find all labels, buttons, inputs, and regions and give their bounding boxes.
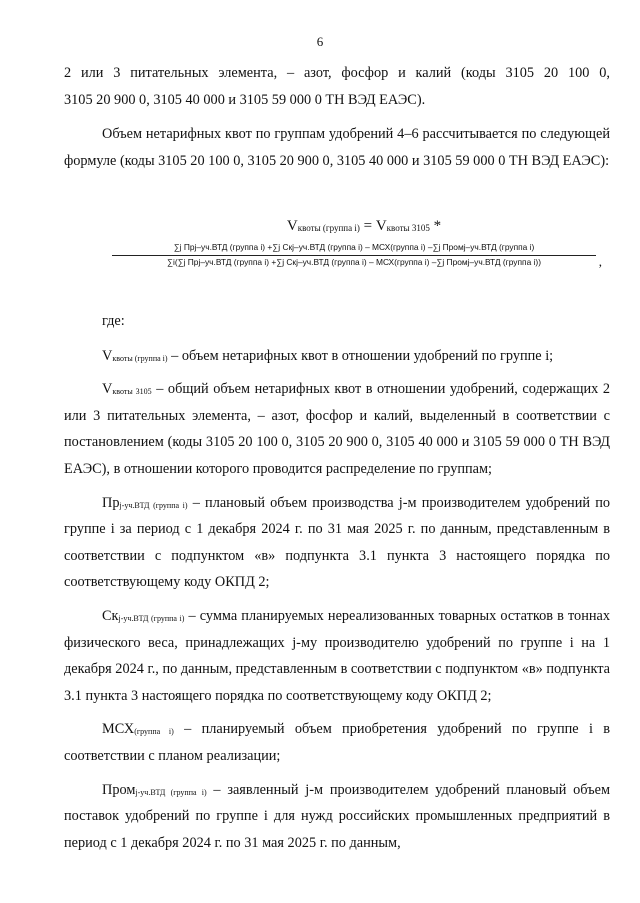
formula-intro-paragraph: Объем нетарифных квот по группам удобрений 4–6 рассчитывается по следующей формуле (коды 3105 20 100 0, 3105 20 900 0, 3105 40 000 и 3105 59 000 0 ТН ВЭД ЕАЭС): [64,126,610,169]
page-number: 6 [316,34,324,49]
definition-production: $Пр_{j-уч.ВТД (группа i)}$ – плановый объем производства j-м производителем удобрений по группе i за период с 1 декабря 2024 г. по 31 мая 2025 г. по данным, представленным в соответствии с подпунктом «в» подпункта 3.1 пункта 3 настоящего порядка по соответствующему коду ОКПД 2; [64,494,610,591]
definitions-block [64,308,610,856]
intro-block [64,60,610,174]
quota-formula [112,215,602,269]
definition-v-3105: $V_{квоты 3105}$ – общий объем нетарифных квот в отношении удобрений, содержащих 2 или 3 питательных элемента, – азот, фосфор и калий, выделенный в соответствии с постановлением (коды 3105 20 100 0, 3105 20 900 0, 3105 40 000 и 3105 59 000 0 ТН ВЭД ЕАЭС), в отношении которого проводится распределение по группам; [64,381,610,477]
formula-fraction [112,241,602,269]
intro-line-2: 3105 20 900 0, 3105 40 000 и 3105 59 000 0 ТН ВЭД ЕАЭС). [64,91,426,108]
formula-denominator: ∑i(∑j Прj–уч.ВТД (группа i) +∑j Скj–уч.ВТД (группа i) – МСХ(группа i) –∑j Промj–уч.ВТД (группа i)) [167,257,541,267]
definition-v-group: $V_{квоты (группа i)}$ – объем нетарифных квот в отношении удобрений по группе i; [102,347,554,364]
definition-industrial: Пром$_{j-уч.ВТД (группа i)}$ – заявленный j-м производителем удобрений плановый объем поставок удобрений по группе i для нужд российских промышленных предприятий в период с 1 декабря 2024 г. по 31 мая 2025 г. по данным, [64,781,610,851]
definition-stock: $Ск_{j-уч.ВТД (группа i)}$ – сумма планируемых нереализованных товарных остатков в тоннах физического веса, принадлежащих j-му производителю удобрений по группе i на 1 декабря 2024 г., по данным, представленным в соответствии с подпунктом «в» подпункта 3.1 пункта 3 настоящего порядка по соответствующему коду ОКПД 2; [64,607,610,704]
definition-msh: $МСХ_{(группа i)}$ – планируемый объем приобретения удобрений по группе i в соответствии с планом реализации; [64,721,611,764]
formula-comma: , [598,254,602,269]
intro-line-1: 2 или 3 питательных элемента, – азот, фосфор и калий (коды 3105 20 100 0, [64,65,610,81]
formula-lhs: $V_{квоты (группа i)} = V_{квоты 3105}$ * [286,218,442,234]
where-label: где: [102,313,125,329]
formula-numerator: ∑j Прj–уч.ВТД (группа i) +∑j Скj–уч.ВТД (группа i) – МСХ(группа i) –∑j Промj–уч.ВТД (группа i) [173,242,535,252]
